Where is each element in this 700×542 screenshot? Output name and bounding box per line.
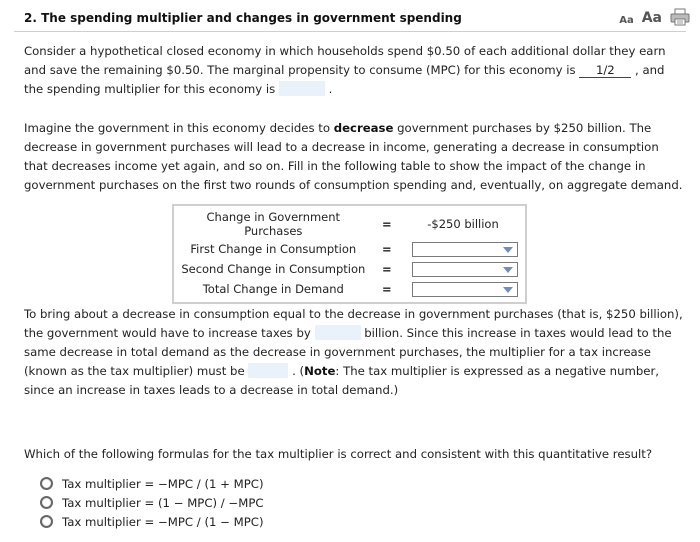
row-label: Second Change in Consumption xyxy=(181,262,366,276)
decrease-font-button[interactable]: Aa xyxy=(619,15,634,26)
option-3[interactable] xyxy=(40,512,264,531)
row-label: Change in Government Purchases xyxy=(206,210,341,238)
note-emphasis: Note xyxy=(304,364,336,378)
para2-text-b: government purchases by $250 billion. The decrease in government purchases will lead to a decrease in income, generating a decrease in consumption that decreases income yet again, and so on. Fill in the following table to show the impact of the change in government purchases on the first two rounds of consumption spending and, eventually, on aggregate demand. xyxy=(24,121,683,192)
table-row xyxy=(177,279,522,299)
option-label: Tax multiplier = (1 − MPC) / −MPC xyxy=(62,495,264,510)
equals-sign: = xyxy=(381,262,392,276)
para3-text-d: : The tax multiplier is expressed as a negative number, since an increase in taxes leads to a decrease in total demand.) xyxy=(24,364,660,397)
page-title: 2. The spending multiplier and changes in government spending xyxy=(24,11,462,25)
question-text: Which of the following formulas for the tax multiplier is correct and consistent with this quantitative result? xyxy=(24,447,653,461)
total-change-demand-dropdown[interactable] xyxy=(412,282,518,297)
radio-button[interactable] xyxy=(40,496,53,509)
chevron-down-icon xyxy=(503,267,513,273)
equals-sign: = xyxy=(381,282,392,296)
para1-text-a: Consider a hypothetical closed economy in which households spend $0.50 of each additional dollar they earn and save the remaining $0.50. The marginal propensity to consume (MPC) for this economy is xyxy=(24,44,666,77)
para1-text-b: , and the spending multiplier for this economy is xyxy=(24,63,665,96)
tax-multiplier-options xyxy=(40,474,264,531)
option-label: Tax multiplier = −MPC / (1 + MPC) xyxy=(62,476,264,491)
row-label: Total Change in Demand xyxy=(202,282,344,296)
radio-button[interactable] xyxy=(40,477,53,490)
para1-text-c: . xyxy=(324,82,333,96)
paragraph-mpc xyxy=(24,42,684,99)
para3-text-c: . ( xyxy=(288,364,305,378)
printer-icon[interactable] xyxy=(670,8,690,26)
mpc-answer[interactable]: 1/2 xyxy=(579,63,631,78)
font-controls xyxy=(619,8,690,26)
chevron-down-icon xyxy=(503,247,513,253)
dropdown-cell xyxy=(404,259,522,279)
dropdown-cell xyxy=(404,239,522,259)
increase-font-button[interactable]: Aa xyxy=(641,10,662,26)
chevron-down-icon xyxy=(503,287,513,293)
table-row xyxy=(177,239,522,259)
decrease-emphasis: decrease xyxy=(333,121,394,135)
paragraph-decrease xyxy=(24,119,684,195)
option-1[interactable] xyxy=(40,474,264,493)
para2-text-a: Imagine the government in this economy decides to xyxy=(24,121,334,135)
paragraph-taxes xyxy=(24,305,684,400)
impact-table xyxy=(172,204,527,304)
second-change-consumption-dropdown[interactable] xyxy=(412,262,518,277)
row-label: First Change in Consumption xyxy=(190,242,357,256)
para3-text-b: billion. Since this increase in taxes would lead to the same decrease in total demand as the decrease in government purchases, the multiplier for a tax increase (known as the tax multiplier) must be xyxy=(24,326,672,378)
radio-button[interactable] xyxy=(40,515,53,528)
spending-multiplier-input[interactable] xyxy=(279,81,325,96)
first-change-consumption-dropdown[interactable] xyxy=(412,242,518,257)
option-2[interactable] xyxy=(40,493,264,512)
option-label: Tax multiplier = −MPC / (1 − MPC) xyxy=(62,514,264,529)
government-purchases-value: -$250 billion xyxy=(427,217,499,231)
para3-text-a: To bring about a decrease in consumption equal to the decrease in government purchases (that is, $250 billion), the government would have to increase taxes by xyxy=(24,307,683,340)
tax-multiplier-input[interactable] xyxy=(248,363,288,378)
equals-sign: = xyxy=(381,217,392,231)
equals-sign: = xyxy=(381,242,392,256)
dropdown-cell xyxy=(404,279,522,299)
table-row xyxy=(177,209,522,239)
tax-increase-input[interactable] xyxy=(315,325,361,340)
header-divider xyxy=(14,31,686,32)
table-row xyxy=(177,259,522,279)
